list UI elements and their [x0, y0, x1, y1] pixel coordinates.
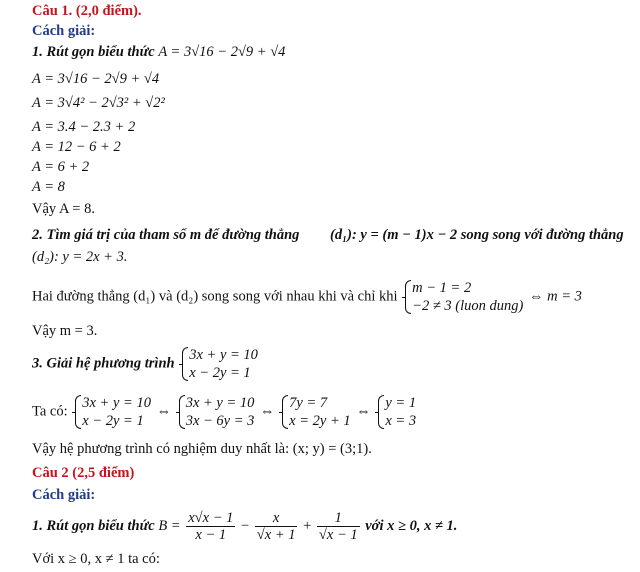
step-line: A = 12 − 6 + 2 [32, 139, 121, 155]
denominator: √x − 1 [318, 527, 358, 543]
equation-system [177, 394, 255, 430]
solution-heading-2: Cách giải: [32, 487, 96, 503]
step-line: A = 3√16 − 2√9 + √4 [32, 71, 160, 87]
part-label: 1. Rút gọn biểu thức [32, 44, 155, 60]
denominator: √x + 1 [256, 527, 296, 543]
math-expr: A = 3√16 − 2√9 + √4 [158, 44, 286, 60]
part-2-line2: (d₂): y = 2x + 3. [32, 249, 128, 265]
step-line: A = 6 + 2 [32, 159, 90, 175]
fraction [317, 510, 360, 543]
equiv-symbol: ⇔ [356, 403, 371, 420]
part-2-label: 2. Tìm giá trị của tham số m để đường thẳng [32, 227, 300, 243]
part-2-line: (d₁): y = (m − 1)x − 2 song song với đường thẳng [330, 227, 624, 243]
text: Hai đường thẳng (d₁) và (d₂) song song với nhau khi và chỉ khi [32, 288, 398, 305]
part-label: 1. Rút gọn biểu thức [32, 517, 155, 534]
equation-system [73, 394, 151, 430]
equiv-symbol: ⇔ [156, 403, 172, 420]
equation: m − 1 = 2 [412, 280, 472, 296]
denominator: x − 1 [195, 527, 227, 543]
conclusion-2: Vậy m = 3. [32, 323, 98, 339]
text: Ta có: [32, 403, 68, 420]
equation: −2 ≠ 3 (luon dung) [412, 298, 524, 314]
numerator: 1 [317, 510, 360, 527]
equation: 3x + y = 10 [189, 347, 258, 363]
equation-system [180, 346, 258, 382]
equation: 3x + y = 10 [185, 395, 255, 411]
equation-system [403, 279, 523, 315]
conclusion-1: Vậy A = 8. [32, 201, 95, 217]
equiv-symbol: ⇔ [260, 403, 275, 420]
equation: x = 2y + 1 [289, 413, 351, 429]
part-2-1: 1. Rút gọn biểu thức B = $\frac{x√x - 1}{x - 1}$ − $\frac{x}{√x + 1}$ + $\frac{1}{√x - 1}$ với x ≥ 0, x ≠ 1. [32, 510, 458, 543]
q2-last-line: Với x ≥ 0, x ≠ 1 ta có: [32, 551, 160, 567]
equation: x − 2y = 1 [189, 365, 251, 381]
part-3-solution [32, 394, 418, 430]
equation: y = 1 [385, 395, 417, 411]
part-2-solution [32, 279, 582, 315]
question-2-title: Câu 2 (2,5 điểm) [32, 465, 135, 481]
solution-heading-1: Cách giải: [32, 23, 96, 39]
fraction [255, 510, 298, 543]
math-expr: B = [158, 517, 181, 534]
question-1-title: Câu 1. (2,0 điểm). [32, 3, 142, 19]
equation: 3x − 6y = 3 [185, 413, 255, 429]
step-line: A = 8 [32, 179, 65, 195]
step-line: A = 3.4 − 2.3 + 2 [32, 119, 136, 135]
result: ⇔ m = 3 [528, 288, 582, 305]
condition: với x ≥ 0, x ≠ 1. [365, 517, 458, 534]
step-line: A = 3√4² − 2√3² + √2² [32, 95, 165, 111]
part-1-1 [32, 43, 285, 61]
equation: x = 3 [385, 413, 417, 429]
numerator: x√x − 1 [188, 510, 234, 526]
conclusion-3: Vậy hệ phương trình có nghiệm duy nhất là: (x; y) = (3;1). [32, 441, 372, 457]
equation-system [280, 394, 350, 430]
equation: x − 2y = 1 [82, 413, 144, 429]
part-label: 3. Giải hệ phương trình [32, 355, 175, 372]
equation-system [376, 394, 416, 430]
equation: 3x + y = 10 [82, 395, 151, 411]
part-3 [32, 346, 260, 382]
numerator: x [255, 510, 298, 527]
fraction [186, 510, 235, 543]
equation: 7y = 7 [289, 395, 328, 411]
